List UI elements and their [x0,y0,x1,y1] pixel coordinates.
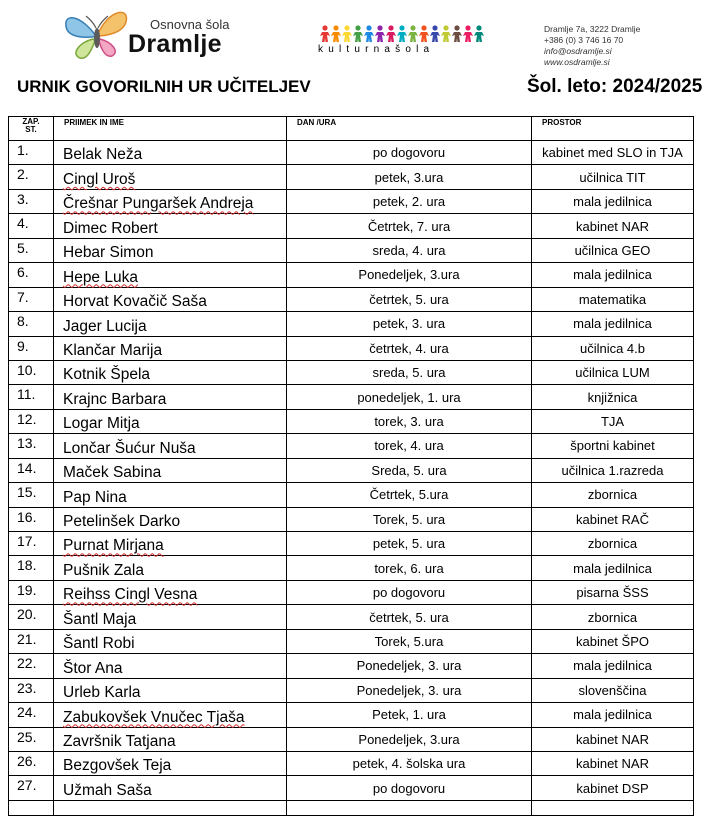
child-figure-icon [430,25,440,42]
teacher-name-text: Dimec Robert [63,219,158,237]
row-number [9,409,54,433]
row-number-text: 11. [17,386,36,403]
consultation-hours-table [8,116,694,816]
consultation-time [287,678,532,702]
teacher-name-text: Krajnc Barbara [63,390,167,408]
contact-info [544,24,640,68]
row-number-text: 25. [17,728,37,745]
consultation-room-text: mala jedilnica [573,658,652,674]
teacher-name-text: Bezgovšek Teja [63,757,172,775]
row-number-text: 7. [17,288,29,305]
table-row [9,312,694,336]
consultation-room [532,776,694,800]
table-row [9,703,694,727]
teacher-name-text: Logar Mitja [63,415,140,433]
empty-cell [532,800,694,815]
consultation-room-text: kabinet DSP [576,780,649,796]
consultation-room [532,434,694,458]
teacher-name [54,532,287,556]
teacher-name-text: Zabukovšek Vnučec Tjaša [63,708,245,726]
child-figure-icon [452,25,462,42]
teacher-name [54,776,287,800]
row-number-text: 14. [17,459,37,476]
consultation-room-text: kabinet NAR [576,756,649,772]
row-number [9,165,54,189]
teacher-name-text: Užmah Saša [63,781,152,799]
row-number-text: 27. [17,777,37,794]
consultation-room [532,238,694,262]
empty-cell [9,800,54,815]
row-number [9,214,54,238]
consultation-room-text: mala jedilnica [573,194,652,210]
consultation-room-text: kabinet RAČ [576,511,649,527]
consultation-room [532,360,694,384]
row-number [9,458,54,482]
consultation-room [532,580,694,604]
school-name: Dramlje [128,30,222,58]
consultation-room [532,532,694,556]
consultation-room [532,605,694,629]
column-header-name: PRIIMEK IN IME [54,117,287,141]
teacher-name [54,458,287,482]
culture-school-logo-text: kulturnašola [318,44,435,55]
consultation-time [287,312,532,336]
row-number [9,263,54,287]
consultation-room [532,287,694,311]
table-row [9,385,694,409]
consultation-room-text: slovenščina [578,682,647,698]
teacher-name-text: Petelinšek Darko [63,513,181,530]
teacher-name [54,409,287,433]
consultation-room [532,141,694,165]
consultation-room [532,703,694,727]
teacher-name-text: Hepe Luka [63,268,138,286]
consultation-time [287,263,532,287]
table-row [9,532,694,556]
row-number-text: 23. [17,679,37,696]
consultation-room [532,385,694,409]
consultation-time [287,434,532,458]
consultation-time [287,580,532,604]
consultation-time-text: torek, 3. ura [374,414,444,430]
consultation-time [287,507,532,531]
table-row [9,629,694,653]
row-number [9,336,54,360]
row-number [9,727,54,751]
consultation-room-text: mala jedilnica [573,267,652,283]
consultation-time-text: Ponedeljek, 3. ura [356,682,462,698]
teacher-name [54,605,287,629]
consultation-room [532,312,694,336]
row-number [9,189,54,213]
row-number [9,751,54,775]
row-number [9,556,54,580]
table-row [9,654,694,678]
consultation-time [287,214,532,238]
consultation-time-text: petek, 3.ura [374,169,444,185]
child-figure-icon [386,25,396,42]
teacher-name [54,434,287,458]
teacher-name-text: Štor Ana [63,659,123,677]
consultation-time-text: po dogovoru [372,780,446,796]
child-figure-icon [408,25,418,42]
consultation-time [287,751,532,775]
empty-cell [287,800,532,815]
empty-cell [54,800,287,815]
row-number [9,238,54,262]
consultation-time [287,727,532,751]
child-figure-icon [320,25,330,42]
contact-address: Dramlje 7a, 3222 Dramlje [544,24,641,34]
consultation-room [532,629,694,653]
row-number-text: 19. [17,581,37,598]
consultation-time [287,385,532,409]
consultation-room [532,458,694,482]
consultation-time [287,605,532,629]
child-figure-icon [419,25,429,42]
row-number-text: 16. [17,508,37,525]
consultation-room [532,727,694,751]
consultation-room-text: učilnica 1.razreda [561,462,664,478]
consultation-time-text: Petek, 1. ura [372,707,446,723]
document-title: URNIK GOVORILNIH UR UČITELJEV [17,77,311,96]
teacher-name [54,336,287,360]
column-header-number-label: ZAP. ST. [22,117,40,134]
table-row [9,409,694,433]
table-row [9,727,694,751]
consultation-time-text: Ponedeljek, 3.ura [358,731,460,747]
consultation-room-text: zbornica [587,536,638,552]
teacher-name-text: Jager Lucija [63,317,147,335]
table-row [9,336,694,360]
consultation-room-text: matematika [578,291,647,307]
consultation-time-text: petek, 5. ura [372,536,446,552]
consultation-time-text: četrtek, 5. ura [369,291,449,307]
consultation-time-text: torek, 6. ura [374,560,444,576]
consultation-time-text: petek, 2. ura [372,194,446,210]
consultation-room-text: knjižnica [587,389,638,405]
consultation-room [532,165,694,189]
teacher-name-text: Purnat Mirjana [63,537,164,555]
consultation-time-text: po dogovoru [372,145,446,161]
consultation-time-text: Torek, 5.ura [374,633,444,649]
consultation-time-text: Četrtek, 5.ura [369,487,449,503]
row-number-text: 6. [17,264,29,281]
row-number-text: 21. [17,630,37,647]
consultation-room-text: kabinet ŠPO [576,633,649,649]
row-number [9,678,54,702]
table-row [9,141,694,165]
teacher-name-text: Maček Sabina [63,464,162,482]
consultation-room-text: učilnica 4.b [579,340,646,356]
consultation-room-text: kabinet NAR [576,218,649,234]
teacher-name [54,507,287,531]
consultation-time-text: Ponedeljek, 3. ura [356,658,462,674]
consultation-time [287,703,532,727]
consultation-room [532,751,694,775]
teacher-name-text: Šantl Robi [63,635,135,653]
row-number [9,141,54,165]
child-figure-icon [441,25,451,42]
teacher-name [54,287,287,311]
teacher-name-text: Šantl Maja [63,610,137,628]
consultation-time [287,141,532,165]
consultation-time [287,556,532,580]
consultation-time [287,238,532,262]
table-row [9,678,694,702]
column-header-day: DAN /URA [287,117,532,141]
teacher-name [54,214,287,238]
row-number [9,703,54,727]
consultation-room [532,483,694,507]
table-row [9,287,694,311]
table-row [9,776,694,800]
row-number-text: 1. [17,142,29,158]
consultation-room-text: kabinet med SLO in TJA [542,145,683,161]
consultation-time [287,532,532,556]
contact-website: www.osdramlje.si [544,57,610,67]
consultation-room-text: mala jedilnica [573,316,652,332]
teacher-name [54,580,287,604]
row-number-text: 8. [17,313,29,330]
consultation-room [532,409,694,433]
child-figure-icon [397,25,407,42]
teacher-name-text: Hebar Simon [63,244,154,262]
column-header-number [9,117,54,141]
consultation-time-text: četrtek, 4. ura [369,340,449,356]
consultation-time-text: ponedeljek, 1. ura [357,389,461,405]
teacher-name [54,556,287,580]
consultation-time-text: po dogovoru [372,585,446,601]
consultation-time [287,189,532,213]
consultation-time-text: Četrtek, 7. ura [367,218,451,234]
consultation-room [532,263,694,287]
row-number-text: 22. [17,655,37,672]
teacher-name-text: Klančar Marija [63,341,163,359]
row-number-text: 15. [17,484,37,501]
teacher-name-text: Lončar Šućur Nuša [63,439,196,457]
teacher-name-text: Završnik Tatjana [63,732,176,750]
row-number [9,629,54,653]
table-row [9,556,694,580]
child-figure-icon [375,25,385,42]
table-row [9,483,694,507]
consultation-time [287,654,532,678]
consultation-room [532,214,694,238]
child-figure-icon [331,25,341,42]
teacher-name-text: Reihss Cingl Vesna [63,586,198,604]
row-number [9,360,54,384]
consultation-time-text: četrtek, 5. ura [369,609,449,625]
contact-phone: +386 (0) 3 746 16 70 [544,35,624,45]
consultation-time-text: torek, 4. ura [374,438,444,454]
row-number [9,654,54,678]
teacher-name [54,629,287,653]
consultation-room-text: mala jedilnica [573,707,652,723]
row-number-text: 3. [17,190,29,207]
row-number [9,580,54,604]
child-figure-icon [474,25,484,42]
consultation-room [532,189,694,213]
table-row [9,751,694,775]
consultation-time [287,483,532,507]
empty-table-row [9,800,694,815]
teacher-name [54,189,287,213]
row-number-text: 20. [17,606,37,623]
school-type-label: Osnovna šola [150,17,230,32]
table-row [9,238,694,262]
table-row [9,214,694,238]
child-figure-icon [353,25,363,42]
row-number [9,287,54,311]
consultation-time-text: Ponedeljek, 3.ura [358,267,460,283]
consultation-time-text: sreda, 5. ura [372,365,446,381]
row-number-text: 17. [17,533,37,549]
row-number [9,483,54,507]
teacher-name-text: Pušnik Zala [63,561,144,579]
teacher-name [54,141,287,165]
table-header-row [9,117,694,141]
teacher-name [54,678,287,702]
child-figure-icon [342,25,352,42]
row-number [9,385,54,409]
consultation-room-text: učilnica LUM [575,365,650,381]
teacher-name [54,263,287,287]
table-row [9,165,694,189]
row-number-text: 24. [17,704,37,721]
consultation-time [287,409,532,433]
teacher-name-text: Urleb Karla [63,684,141,702]
teacher-name-text: Pap Nina [63,488,127,506]
table-row [9,189,694,213]
row-number-text: 4. [17,215,29,232]
consultation-room-text: učilnica GEO [574,242,651,258]
row-number-text: 26. [17,752,37,769]
row-number-text: 5. [17,239,29,256]
consultation-room-text: zbornica [587,487,638,503]
row-number-text: 9. [17,337,29,354]
teacher-name-text: Cingl Uroš [63,170,136,188]
consultation-time [287,458,532,482]
table-row [9,507,694,531]
row-number-text: 13. [17,435,37,452]
table-row [9,458,694,482]
column-header-room: PROSTOR [532,117,694,141]
consultation-room [532,507,694,531]
row-number [9,532,54,556]
teacher-name-text: Belak Neža [63,146,143,164]
row-number [9,605,54,629]
table-row [9,605,694,629]
teacher-name [54,360,287,384]
consultation-time-text: sreda, 4. ura [372,242,446,258]
teacher-name [54,483,287,507]
child-figure-icon [364,25,374,42]
row-number-text: 12. [17,410,37,427]
consultation-time [287,287,532,311]
row-number [9,312,54,336]
culture-school-logo [318,24,488,64]
consultation-time-text: petek, 4. šolska ura [352,756,466,772]
teacher-name [54,751,287,775]
teacher-name [54,703,287,727]
teacher-name [54,238,287,262]
teacher-name [54,165,287,189]
teacher-name [54,385,287,409]
row-number-text: 2. [17,166,29,183]
consultation-room-text: TJA [600,414,625,430]
consultation-room-text: učilnica TIT [579,169,646,185]
row-number [9,507,54,531]
table-row [9,434,694,458]
teacher-name [54,312,287,336]
consultation-room [532,678,694,702]
consultation-time [287,360,532,384]
row-number [9,434,54,458]
consultation-room [532,336,694,360]
child-figure-icon [463,25,473,42]
consultation-time-text: Sreda, 5. ura [371,462,447,478]
children-figures-icon [318,24,488,44]
teacher-name [54,727,287,751]
consultation-room-text: pisarna ŠSS [576,585,649,601]
consultation-room-text: zbornica [587,609,638,625]
consultation-room-text: kabinet NAR [576,731,649,747]
consultation-time-text: petek, 3. ura [372,316,446,332]
consultation-room [532,654,694,678]
row-number-text: 18. [17,557,37,574]
consultation-room [532,556,694,580]
consultation-time [287,629,532,653]
consultation-time [287,165,532,189]
teacher-name-text: Horvat Kovačič Saša [63,293,207,311]
row-number [9,776,54,800]
consultation-time-text: Torek, 5. ura [372,511,446,527]
table-row [9,263,694,287]
row-number-text: 10. [17,361,37,378]
table-row [9,580,694,604]
teacher-name [54,654,287,678]
consultation-room-text: mala jedilnica [573,560,652,576]
consultation-room-text: športni kabinet [570,438,655,454]
teacher-name-text: Črešnar Pungaršek Andreja [63,195,254,213]
contact-email: info@osdramlje.si [544,46,612,56]
consultation-time [287,336,532,360]
school-year: Šol. leto: 2024/2025 [527,76,703,97]
table-row [9,360,694,384]
teacher-name-text: Kotnik Špela [63,366,151,384]
consultation-time [287,776,532,800]
